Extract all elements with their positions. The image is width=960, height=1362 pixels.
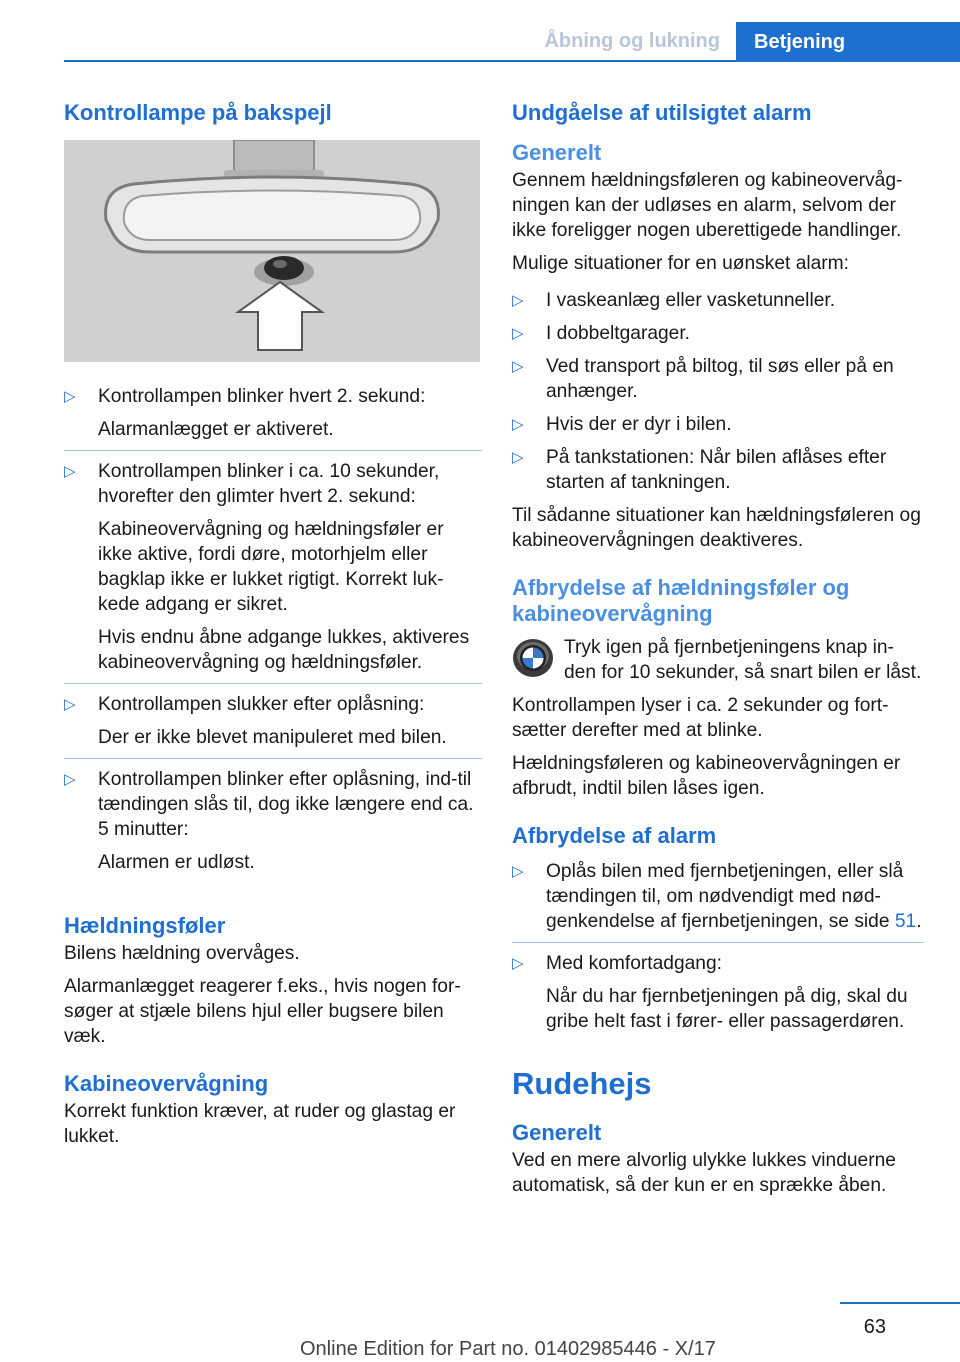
triangle-bullet-icon: ▷ [512, 449, 524, 466]
heading-general-windows: Generelt [512, 1120, 602, 1145]
page-number: 63 [863, 1316, 886, 1338]
list-item: ▷ På tankstationen: Når bilen aflåses efter starten af tankningen. [512, 447, 887, 493]
heading-cabin-monitoring: Kabineovervågning [64, 1071, 269, 1096]
rearview-mirror-icon [64, 140, 480, 362]
list-item: ▷ I dobbeltgarager. [512, 323, 691, 344]
paragraph: Ved en mere alvorlig ulykke lukkes vinduerne automatisk, så der kun er en sprække åben. [512, 1150, 896, 1196]
triangle-bullet-icon: ▷ [512, 416, 524, 433]
paragraph: Hældningsføleren og kabineovervågningen er afbrudt, indtil bilen låses igen. [512, 753, 901, 799]
list-item: ▷ Oplås bilen med fjernbetjeningen, eller slå tændingen til, om nødvendigt med nød-genkendelse af fjernbetjeningen, se side 51. [512, 851, 924, 943]
paragraph: Mulige situationer for en uønsket alarm: [512, 253, 849, 274]
section-title-indicator: Kontrollampe på bakspejl [64, 100, 332, 125]
triangle-bullet-icon: ▷ [512, 325, 524, 342]
indicator-list [64, 376, 482, 883]
list-item: ▷ Kontrollampen blinker i ca. 10 sekunder, hvorefter den glimter hvert 2. sekund: Kabineovervågning og hældningsføler er ikke aktive, fordi døre, motorhjelm eller bagklap ikke er lukket rigtigt. Korrekt luk-kede adgang er sikret. Hvis endnu åbne adgange lukkes, aktiveres kabineovervågning og hældningsføler. [64, 451, 482, 684]
heading-tilt-sensor: Hældningsføler [64, 913, 226, 938]
paragraph: Bilens hældning overvåges. [64, 943, 300, 964]
list-item: ▷ Ved transport på biltog, til søs eller på en anhænger. [512, 356, 894, 402]
edition-note: Online Edition for Part no. 01402985446 - X/17 [300, 1338, 716, 1360]
list-item: ▷ Kontrollampen blinker hvert 2. sekund: Alarmanlægget er aktiveret. [64, 376, 482, 451]
triangle-bullet-icon: ▷ [512, 955, 524, 972]
paragraph: Korrekt funktion kræver, at ruder og glastag er lukket. [64, 1101, 456, 1147]
list-item: ▷ Hvis der er dyr i bilen. [512, 414, 732, 435]
paragraph: Alarmanlægget reagerer f.eks., hvis nogen for-søger at stjæle bilens hjul eller bugsere bilen væk. [64, 976, 461, 1047]
paragraph: Til sådanne situationer kan hældningsføleren og kabineovervågningen deaktiveres. [512, 505, 921, 551]
right-column [512, 100, 924, 1206]
triangle-bullet-icon: ▷ [64, 463, 76, 480]
chapter-tab: Betjening [736, 22, 960, 62]
page-link[interactable]: 51 [894, 911, 917, 932]
triangle-bullet-icon: ▷ [512, 292, 524, 309]
triangle-bullet-icon: ▷ [64, 771, 76, 788]
triangle-bullet-icon: ▷ [512, 863, 524, 880]
interrupt-alarm-list [512, 851, 924, 1042]
left-column [64, 100, 482, 1157]
page-header [0, 0, 960, 62]
section-title-windows: Rudehejs [512, 1066, 652, 1101]
list-item: ▷ Kontrollampen blinker efter oplåsning, ind-til tændingen slås til, dog ikke længere end ca. 5 minutter: Alarmen er udløst. [64, 769, 474, 873]
heading-general: Generelt [512, 140, 602, 165]
paragraph: Gennem hældningsføleren og kabineovervåg-ningen kan der udløses en alarm, selvom der ikke foreligger nogen uberettigede handlinger. [512, 170, 903, 241]
list-item: ▷ I vaskeanlæg eller vasketunneller. [512, 290, 836, 311]
bmw-key-button-icon [512, 637, 554, 679]
breadcrumb: Åbning og lukning [544, 30, 720, 52]
heading-interrupt-alarm: Afbrydelse af alarm [512, 823, 717, 848]
triangle-bullet-icon: ▷ [64, 696, 76, 713]
footer-rule [840, 1302, 960, 1304]
alarm-situations-list [512, 284, 924, 499]
paragraph: Tryk igen på fjernbetjeningens knap in-den for 10 sekunder, så snart bilen er låst. [564, 637, 922, 683]
list-item: ▷ Kontrollampen slukker efter oplåsning: Der er ikke blevet manipuleret med bilen. [64, 684, 482, 759]
heading-interrupt-monitoring: Afbrydelse af hældningsføler og kabineovervågning [512, 575, 850, 626]
section-title-unintended-alarm: Undgåelse af utilsigtet alarm [512, 100, 812, 125]
paragraph: Kontrollampen lyser i ca. 2 sekunder og fort-sætter derefter med at blinke. [512, 695, 889, 741]
triangle-bullet-icon: ▷ [512, 358, 524, 375]
list-item: ▷ Med komfortadgang: Når du har fjernbetjeningen på dig, skal du gribe helt fast i fører- eller passagerdøren. [512, 953, 908, 1032]
triangle-bullet-icon: ▷ [64, 388, 76, 405]
header-rule [64, 60, 960, 62]
